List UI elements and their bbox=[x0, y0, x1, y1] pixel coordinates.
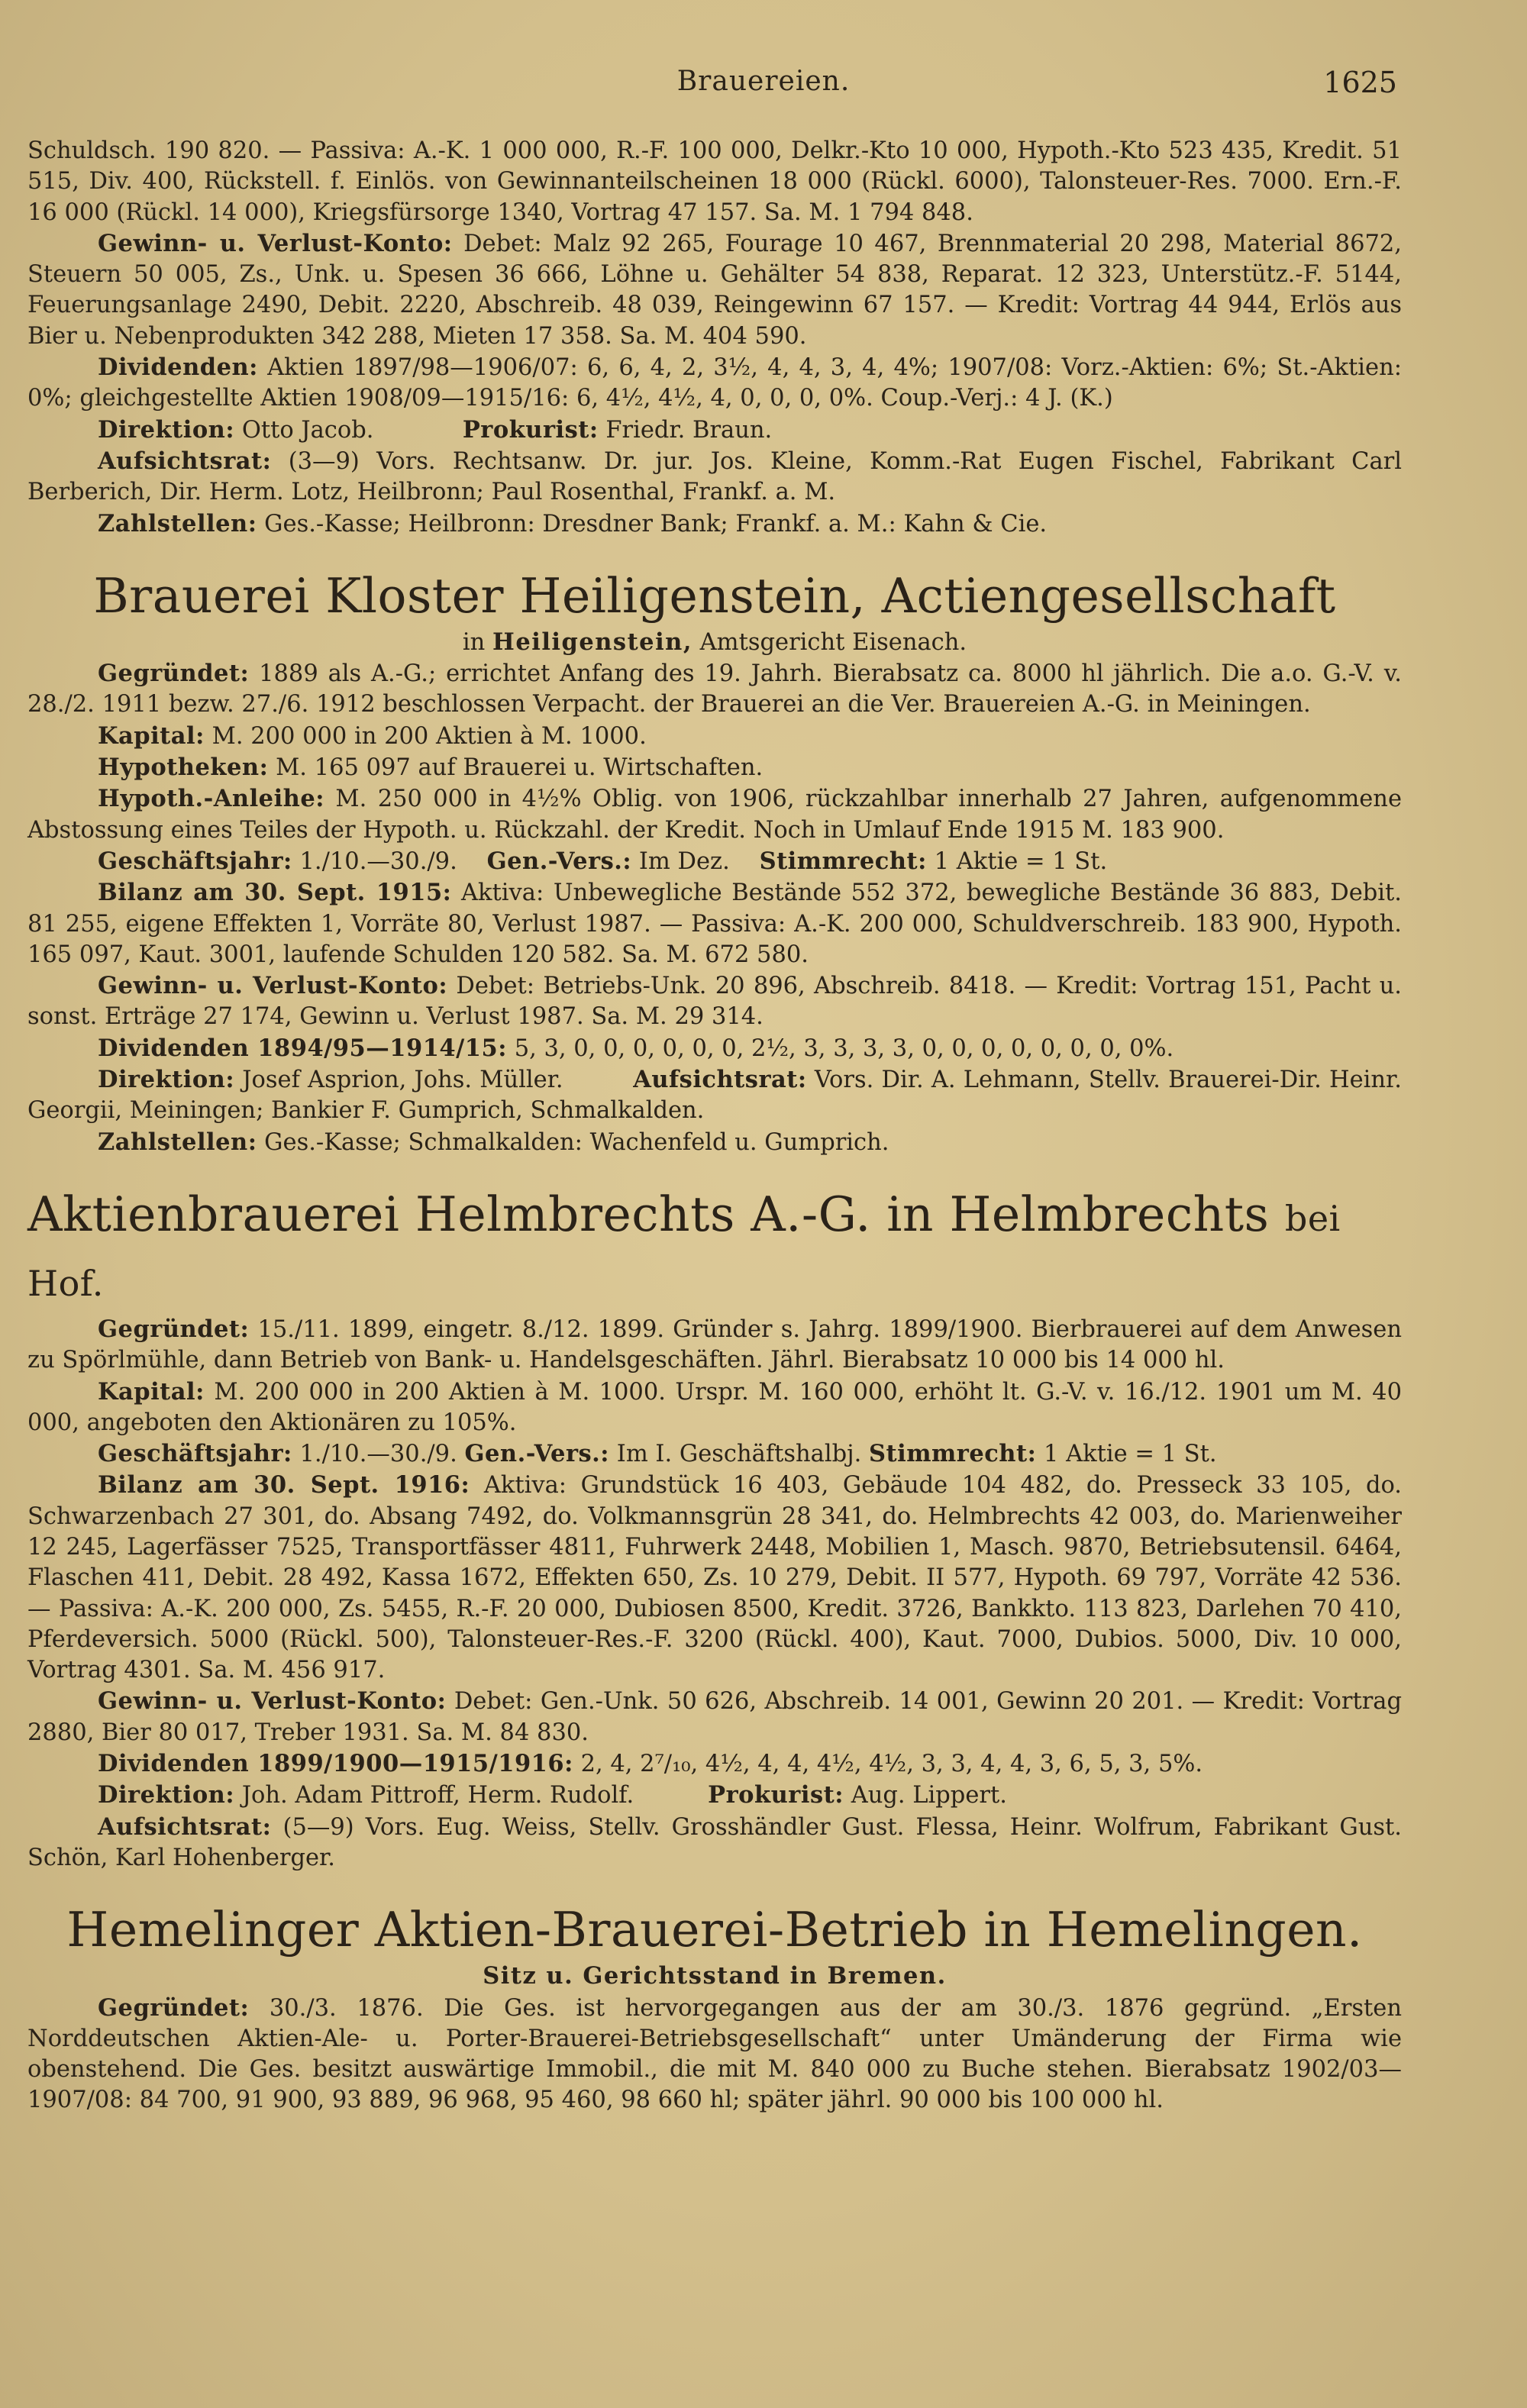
zahlstellen-paragraph bbox=[27, 508, 1402, 540]
entry-helmbrechts bbox=[27, 1184, 1402, 1874]
zahlstellen-paragraph: Zahlstellen: Ges.-Kasse; Schmalkalden: Wachenfeld u. Gumprich. bbox=[98, 1128, 889, 1156]
geschaeftsjahr-paragraph: Geschäftsjahr: 1./10.—30./9. Gen.-Vers.: Im Dez. Stimmrecht: 1 Aktie = 1 St. bbox=[98, 847, 1108, 875]
entry-title: Brauerei Kloster Heiligenstein, Actiengesellschaft bbox=[93, 567, 1336, 624]
entry-kloster-heiligenstein bbox=[27, 566, 1402, 1158]
direktion-paragraph bbox=[27, 415, 1402, 446]
gv-konto-label: Gewinn- u. Verlust-Konto: bbox=[98, 229, 453, 257]
aufsichtsrat-paragraph: Aufsichtsrat: (5—9) Vors. Eug. Weiss, Stellv. Grosshändler Gust. Flessa, Heinr. Wolfrum, Fabrikant Gust. Schön, Karl Hohenberger. bbox=[27, 1812, 1402, 1871]
gv-konto-paragraph bbox=[27, 228, 1402, 352]
dividenden-paragraph: Dividenden 1894/95—1914/15: 5, 3, 0, 0, 0, 0, 0, 0, 2½, 3, 3, 3, 3, 0, 0, 0, 0, 0, 0, 0, 0%. bbox=[98, 1034, 1174, 1062]
entry-title: Hemelinger Aktien-Brauerei-Betrieb in Hemelingen. bbox=[66, 1902, 1363, 1958]
direktion-label: Direktion: bbox=[98, 415, 235, 444]
running-header bbox=[0, 66, 1527, 104]
entry-hemelinger bbox=[27, 1900, 1402, 2116]
dividenden-paragraph: Dividenden 1899/1900—1915/1916: 2, 4, 2⁷/₁₀, 4½, 4, 4, 4½, 4½, 3, 3, 4, 4, 3, 6, 5, 3, 5%. bbox=[98, 1750, 1203, 1778]
zahlstellen-text: Ges.-Kasse; Heilbronn: Dresdner Bank; Frankf. a. M.: Kahn & Cie. bbox=[264, 510, 1048, 537]
kapital-paragraph: Kapital: M. 200 000 in 200 Aktien à M. 1000. bbox=[98, 721, 647, 750]
gv-konto-paragraph: Gewinn- u. Verlust-Konto: Debet: Gen.-Unk. 50 626, Abschreib. 14 001, Gewinn 20 201. — Kredit: Vortrag 2880, Bier 80 017, Treber 1931. Sa. M. 84 830. bbox=[27, 1687, 1402, 1746]
gv-konto-paragraph: Gewinn- u. Verlust-Konto: Debet: Betriebs-Unk. 20 896, Abschreib. 8418. — Kredit: Vortrag 151, Pacht u. sonst. Erträge 27 174, Gewinn u. Verlust 1987. Sa. M. 29 314. bbox=[27, 972, 1402, 1031]
bilanz-paragraph: Bilanz am 30. Sept. 1916: Aktiva: Grundstück 16 403, Gebäude 104 482, do. Presseck 33 105, do. Schwarzenbach 27 301, do. Absang 7492, do. Volkmannsgrün 28 341, do. Helmbrechts 42 003, do. Marienweiher 12 245, Lagerfässer 7525, Transportfässer 4811, Fuhrwerk 2448, Mobilien 1, Masch. 9870, Betriebsutensil. 6464, Flaschen 411, Debit. 28 492, Kassa 1672, Effekten 650, Zs. 10 279, Debit. II 577, Hypoth. 69 797, Vorräte 42 536. — Passiva: A.-K. 200 000, Zs. 5455, R.-F. 20 000, Dubiosen 8500, Kredit. 3726, Bankkto. 113 823, Darlehen 70 410, Pferdeversich. 5000 (Rückl. 500), Talonsteuer-Res.-F. 3200 (Rückl. 400), Kaut. 7000, Dubios. 5000, Div. 10 000, Vortrag 4301. Sa. M. 456 917. bbox=[27, 1471, 1402, 1684]
entry-subtitle: Sitz u. Gerichtsstand in Bremen. bbox=[483, 1962, 947, 1990]
dividenden-label: Dividenden: bbox=[98, 353, 258, 382]
hypotheken-paragraph: Hypotheken: M. 165 097 auf Brauerei u. Wirtschaften. bbox=[98, 754, 764, 782]
aufsichtsrat-text: (3—9) Vors. Rechtsanw. Dr. jur. Jos. Kleine, Komm.-Rat Eugen Fischel, Fabrikant Carl Berberich, Dir. Herm. Lotz, Heilbronn; Paul Rosenthal, Frankf. a. M. bbox=[27, 447, 1402, 506]
gegruendet-paragraph: Gegründet: 15./11. 1899, eingetr. 8./12. 1899. Gründer s. Jahrg. 1899/1900. Bierbrauerei auf dem Anwesen zu Spörlmühle, dann Betrieb von Bank- u. Handelsgeschäften. Jährl. Bierabsatz 10 000 bis 14 000 hl. bbox=[27, 1315, 1402, 1374]
anleihe-paragraph: Hypoth.-Anleihe: M. 250 000 in 4½% Oblig. von 1906, rückzahlbar innerhalb 27 Jahren, aufgenommene Abstossung eines Teiles der Hypoth. u. Rückzahl. der Kredit. Noch in Umlauf Ende 1915 M. 183 900. bbox=[27, 785, 1402, 844]
aufsichtsrat-label: Aufsichtsrat: bbox=[98, 447, 272, 475]
place-name: Heiligenstein, bbox=[492, 628, 692, 656]
schuldsch-paragraph: Schuldsch. 190 820. — Passiva: A.-K. 1 000 000, R.-F. 100 000, Delkr.-Kto 10 000, Hypoth.-Kto 523 435, Kredit. 51 515, Div. 400, Rückstell. f. Einlös. von Gewinnanteilscheinen 18 000 (Rückl. 6000), Talonsteuer-Res. 7000. Ern.-F. 16 000 (Rückl. 14 000), Kriegsfürsorge 1340, Vortrag 47 157. Sa. M. 1 794 848. bbox=[27, 137, 1402, 226]
page-number: 1625 bbox=[1323, 66, 1397, 99]
direktion-text: Otto Jacob. bbox=[241, 416, 374, 444]
gegruendet-paragraph: Gegründet: 1889 als A.-G.; errichtet Anfang des 19. Jahrh. Bierabsatz ca. 8000 hl jährlich. Die a.o. G.-V. v. 28./2. 1911 bezw. 27./6. 1912 beschlossen Verpacht. der Brauerei an die Ver. Brauereien A.-G. in Meiningen. bbox=[27, 660, 1402, 718]
direktion-paragraph: Direktion: Josef Asprion, Johs. Müller. Aufsichtsrat: Vors. Dir. A. Lehmann, Stellv. Brauerei-Dir. Heinr. Georgii, Meiningen; Bankier F. Gumprich, Schmalkalden. bbox=[27, 1066, 1402, 1125]
kapital-paragraph: Kapital: M. 200 000 in 200 Aktien à M. 1000. Urspr. M. 160 000, erhöht lt. G.-V. v. 16./12. 1901 um M. 40 000, angeboten den Aktionären zu 105%. bbox=[27, 1377, 1402, 1436]
entry-title-suffix: bei Hof. bbox=[27, 1197, 1341, 1304]
entry-title: Aktienbrauerei Helmbrechts A.-G. in Helmbrechts bei Hof. bbox=[27, 1186, 1341, 1304]
direktion-paragraph: Direktion: Joh. Adam Pittroff, Herm. Rudolf. Prokurist: Aug. Lippert. bbox=[98, 1781, 1007, 1809]
page-title: Brauereien. bbox=[676, 66, 851, 97]
page-body bbox=[27, 136, 1402, 2116]
bilanz-paragraph: Bilanz am 30. Sept. 1915: Aktiva: Unbewegliche Bestände 552 372, bewegliche Bestände 36 883, Debit. 81 255, eigene Effekten 1, Vorräte 80, Verlust 1987. — Passiva: A.-K. 200 000, Schuldverschreib. 183 900, Hypoth. 165 097, Kaut. 3001, laufende Schulden 120 582. Sa. M. 672 580. bbox=[27, 879, 1403, 968]
previous-entry-continuation bbox=[27, 136, 1402, 540]
geschaeftsjahr-paragraph: Geschäftsjahr: 1./10.—30./9. Gen.-Vers.: Im I. Geschäftshalbj. Stimmrecht: 1 Aktie = 1 St. bbox=[98, 1440, 1217, 1468]
dividenden-text: Aktien 1897/98—1906/07: 6, 6, 4, 2, 3½, 4, 4, 3, 4, 4%; 1907/08: Vorz.-Aktien: 6%; St.-Aktien: 0%; gleichgestellte Aktien 1908/09—1915/16: 6, 4½, 4½, 4, 0, 0, 0, 0%. Coup.-Verj.: 4 J. (K.) bbox=[27, 354, 1402, 412]
prokurist-text: Friedr. Braun. bbox=[605, 416, 773, 444]
gegruendet-paragraph: Gegründet: 30./3. 1876. Die Ges. ist hervorgegangen aus der am 30./3. 1876 gegründ. „Ersten Norddeutschen Aktien-Ale- u. Porter-Brauerei-Betriebsgesellschaft“ unter Umänderung der Firma wie obenstehend. Die Ges. besitzt auswärtige Immobil., die mit M. 840 000 zu Buche stehen. Bierabsatz 1902/03—1907/08: 84 700, 91 900, 93 889, 96 968, 95 460, 98 660 hl; später jährl. 90 000 bis 100 000 hl. bbox=[27, 1993, 1402, 2114]
aufsichtsrat-paragraph bbox=[27, 446, 1402, 508]
dividenden-paragraph bbox=[27, 352, 1402, 415]
entry-subtitle: in Heiligenstein, Amtsgericht Eisenach. bbox=[462, 628, 967, 656]
prokurist-label: Prokurist: bbox=[462, 415, 599, 444]
zahlstellen-label: Zahlstellen: bbox=[98, 509, 257, 537]
gv-konto-text: Debet: Malz 92 265, Fourage 10 467, Brennmaterial 20 298, Material 8672, Steuern 50 005, Zs., Unk. u. Spesen 36 666, Löhne u. Gehälter 54 838, Reparat. 12 323, Unterstütz.-F. 5144, Feuerungsanlage 2490, Debit. 2220, Abschreib. 48 039, Reingewinn 67 157. — Kredit: Vortrag 44 944, Erlös aus Bier u. Nebenprodukten 342 288, Mieten 17 358. Sa. M. 404 590. bbox=[27, 230, 1402, 350]
